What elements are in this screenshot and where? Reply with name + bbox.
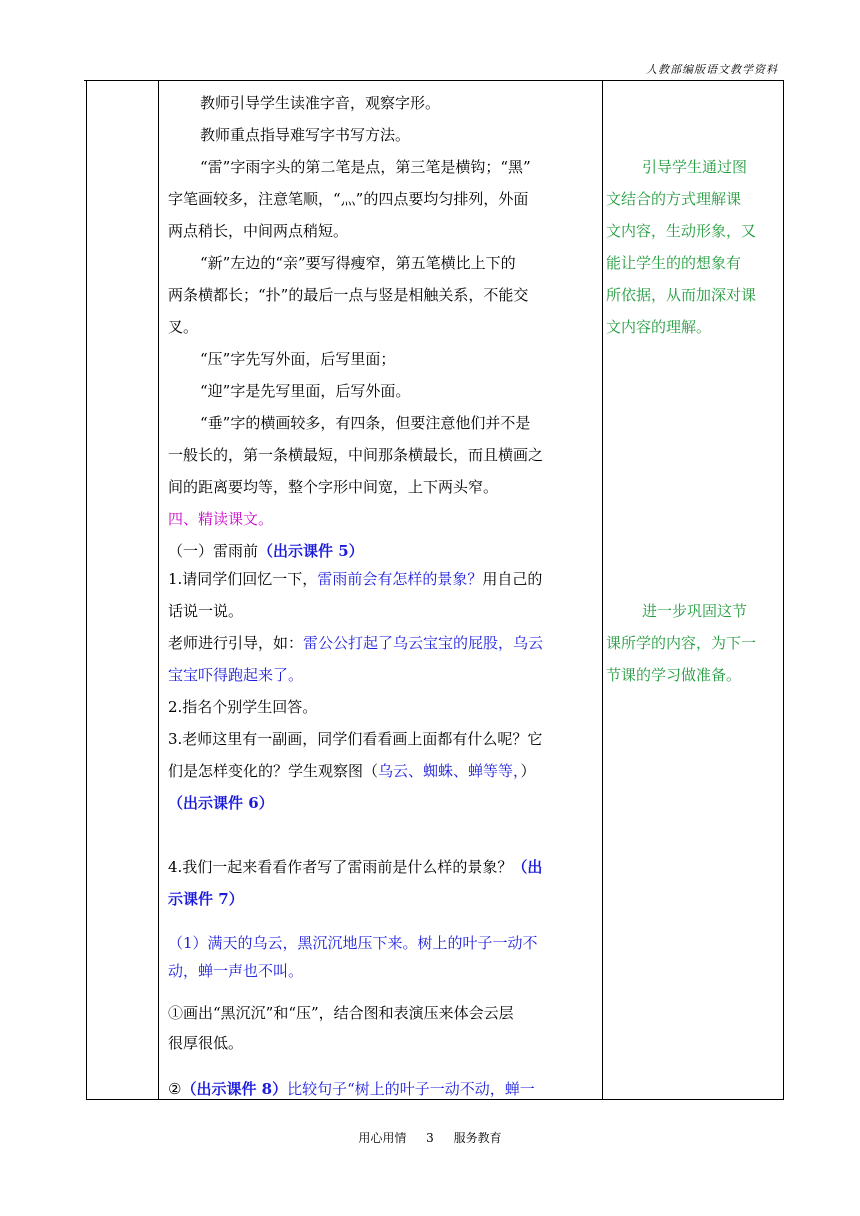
content-line: “迎”字是先写里面，后写外面。 <box>200 382 411 400</box>
content-line: 教师引导学生读准字音，观察字形。 <box>200 94 441 112</box>
text-run: 老师进行引导，如： <box>168 634 304 652</box>
content-line: “雷”字雨字头的第二笔是点，第三笔是横钩；“黑” <box>200 158 531 176</box>
side-note-line: 所依据，从而加深对课 <box>606 286 757 304</box>
side-note-line: 文内容的理解。 <box>606 318 712 336</box>
content-line: 3.老师这里有一副画，同学们看看画上面都有什么呢？它 <box>168 730 543 748</box>
side-note-line: 进一步巩固这节 <box>642 602 748 620</box>
subsection-title: （一）雷雨前 <box>168 542 259 560</box>
highlight-run: 比较句子“树上的叶子一动不动，蝉一 <box>287 1080 535 1098</box>
table-border-left <box>86 80 87 1100</box>
content-line: ①画出“黑沉沉”和“压”，结合图和表演压来体会云层 <box>168 1004 514 1022</box>
side-note-line: 课所学的内容，为下一 <box>606 634 757 652</box>
footer-left-text: 用心用情 <box>358 1131 407 1145</box>
table-border-bottom <box>86 1099 784 1100</box>
text-run: 1.请同学们回忆一下， <box>168 570 318 588</box>
content-line: 教师重点指导难写字书写方法。 <box>200 126 411 144</box>
content-line <box>168 858 598 876</box>
text-run: 4.我们一起来看看作者写了雷雨前是什么样的景象？ <box>168 858 513 876</box>
table-divider-2 <box>602 80 603 1100</box>
section-heading: 四、精读课文。 <box>168 510 274 528</box>
content-line: 一般长的，第一条横最短，中间那条横最长，而且横画之 <box>168 446 544 464</box>
content-line: “垂”字的横画较多，有四条，但要注意他们并不是 <box>200 414 531 432</box>
text-run: 用自己的 <box>482 570 543 588</box>
content-line <box>168 1080 598 1098</box>
content-line: 叉。 <box>168 318 199 336</box>
highlight-run: 雷雨前会有怎样的景象？ <box>317 570 483 588</box>
courseware-ref: （出示课件 5） <box>258 542 364 560</box>
side-note-line: 引导学生通过图 <box>642 158 748 176</box>
page-footer <box>0 1129 860 1146</box>
text-run: 们是怎样变化的？学生观察图（ <box>168 762 379 780</box>
courseware-ref: （出示课件 8） <box>181 1080 288 1098</box>
subsection-heading <box>168 542 598 560</box>
side-note-line: 文内容，生动形象，又 <box>606 222 757 240</box>
highlight-run: 雷公公打起了乌云宝宝的屁股，乌云 <box>303 634 544 652</box>
header-note: 人教部编版语文教学资料 <box>646 63 778 76</box>
courseware-ref: 示课件 7） <box>168 890 244 908</box>
side-note-line: 文结合的方式理解课 <box>606 190 742 208</box>
content-line: “新”左边的“亲”要写得瘦窄，第五笔横比上下的 <box>200 254 516 272</box>
content-line: 间的距离要均等，整个字形中间宽，上下两头窄。 <box>168 478 499 496</box>
side-note-line: 节课的学习做准备。 <box>606 666 742 684</box>
content-line: 两点稍长，中间两点稍短。 <box>168 222 349 240</box>
quote-line: 动，蝉一声也不叫。 <box>168 962 304 980</box>
content-line <box>168 762 598 780</box>
text-run: ② <box>168 1080 182 1098</box>
content-line: 宝宝吓得跑起来了。 <box>168 666 304 684</box>
content-line: 2.指名个别学生回答。 <box>168 698 318 716</box>
content-line <box>168 570 598 588</box>
content-line: 很厚很低。 <box>168 1034 244 1052</box>
content-line <box>168 634 598 652</box>
content-line: “压”字先写外面，后写里面； <box>200 350 396 368</box>
content-line: 话说一说。 <box>168 602 244 620</box>
footer-right-text: 服务教育 <box>453 1131 502 1145</box>
courseware-ref: （出 <box>512 858 543 876</box>
content-line: 字笔画较多，注意笔顺，“灬”的四点要均匀排列，外面 <box>168 190 529 208</box>
courseware-ref: （出示课件 6） <box>168 794 274 812</box>
quote-line: （1）满天的乌云，黑沉沉地压下来。树上的叶子一动不 <box>168 934 538 952</box>
table-divider-1 <box>158 80 159 1100</box>
highlight-run: 乌云、蜘蛛、蝉等等， <box>378 762 521 780</box>
side-note-line: 能让学生的的想象有 <box>606 254 742 272</box>
text-run: ） <box>520 762 536 780</box>
page-number: 3 <box>426 1131 434 1145</box>
content-line: 两条横都长；“扑”的最后一点与竖是相触关系，不能交 <box>168 286 529 304</box>
